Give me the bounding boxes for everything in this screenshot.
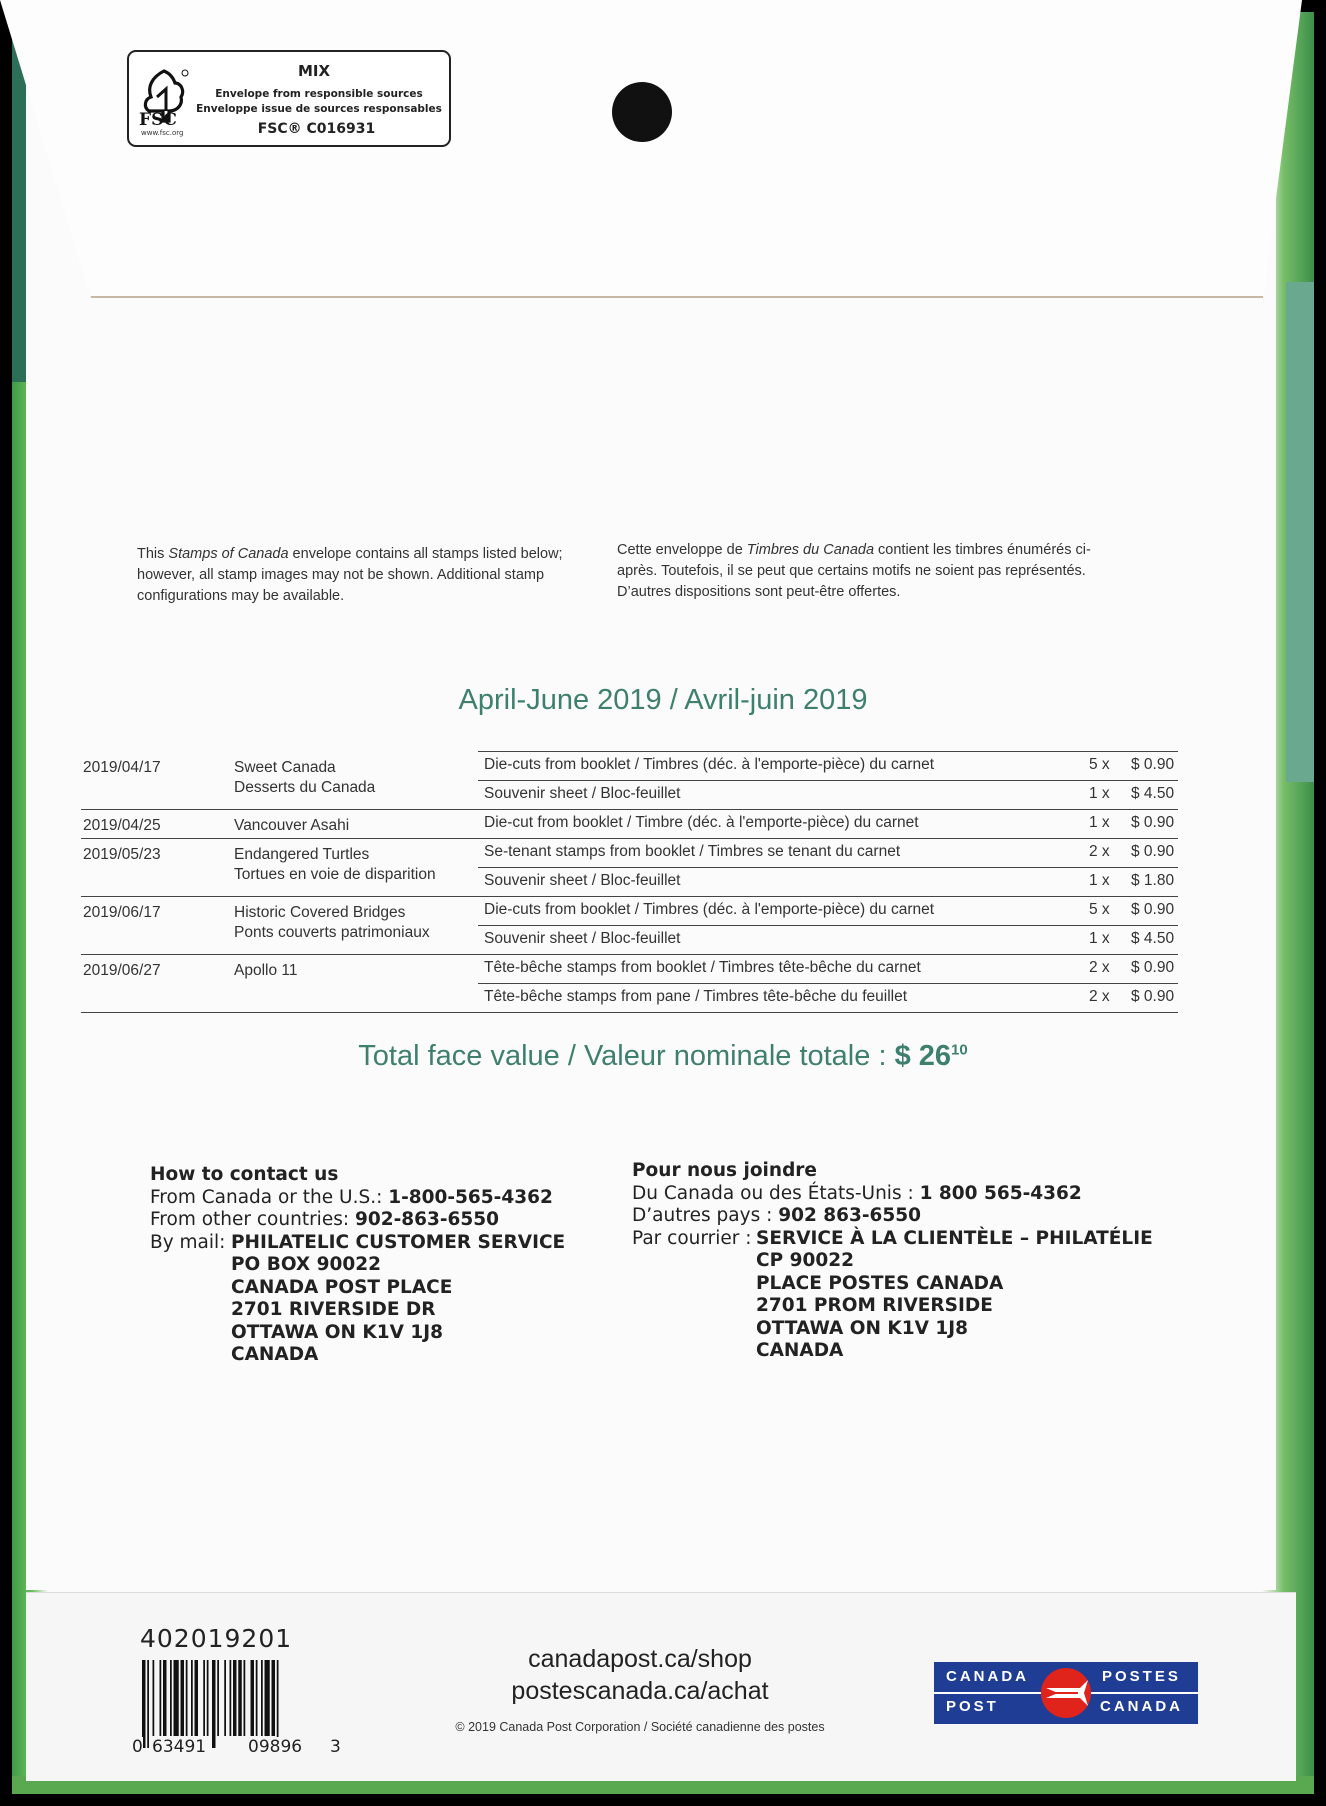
issue-rule (81, 896, 1178, 897)
item-description: Souvenir sheet / Bloc-feuillet (484, 872, 681, 889)
item-price: $ 0.90 (1131, 843, 1175, 860)
barcode-bar (174, 1660, 179, 1736)
table-top-rule (478, 751, 1178, 752)
address-line: 2701 RIVERSIDE DR (231, 1299, 436, 1320)
barcode-bar (181, 1660, 185, 1736)
contact-en-heading: How to contact us (150, 1164, 339, 1185)
fsc-label (127, 50, 451, 147)
address-line: 2701 PROM RIVERSIDE (756, 1295, 993, 1316)
issue-name-en: Vancouver Asahi (234, 817, 350, 834)
item-quantity: 1 x (1089, 785, 1110, 802)
barcode-bar (170, 1660, 172, 1736)
contact-fr-mail-label: Par courrier : (632, 1227, 752, 1249)
item-quantity: 1 x (1089, 814, 1110, 831)
contact-fr-line1-label: Du Canada ou des États-Unis : (632, 1182, 920, 1204)
item-price: $ 4.50 (1131, 785, 1175, 802)
punch-hole (612, 82, 672, 142)
contact-en-line1-label: From Canada or the U.S.: (150, 1186, 389, 1208)
barcode-bar (212, 1660, 216, 1748)
product-number: 402019201 (140, 1624, 293, 1653)
item-description: Souvenir sheet / Bloc-feuillet (484, 785, 681, 802)
intro-fr-text-rest: contient les timbres énumérés ci-après. Toutefois, il se peut que certains motifs ne soient pas représentés. D’autres dispositions sont peut-être offertes. (617, 542, 1091, 600)
item-quantity: 1 x (1089, 872, 1110, 889)
address-line: PHILATELIC CUSTOMER SERVICE (231, 1231, 566, 1253)
address-line: PO BOX 90022 (231, 1254, 381, 1275)
contact-fr-phone-intl: 902 863-6550 (778, 1205, 922, 1226)
item-rule (478, 983, 1178, 984)
contact-en-line1 (150, 1187, 630, 1210)
fsc-code: FSC® C016931 (257, 121, 376, 137)
barcode-digits-right: 09896 (248, 1737, 303, 1757)
contact-fr-heading: Pour nous joindre (632, 1160, 817, 1181)
envelope-flap (0, 0, 1302, 298)
contact-en-phone-intl: 902-863-6550 (354, 1209, 500, 1230)
contact-en-line2-label: From other countries: (150, 1209, 355, 1230)
shop-url-en[interactable]: canadapost.ca/shop (528, 1645, 752, 1673)
canada-post-bird-icon (1038, 1666, 1094, 1720)
copyright: © 2019 Canada Post Corporation / Société canadienne des postes (455, 1720, 825, 1734)
barcode-bar (261, 1660, 263, 1736)
issue-date: 2019/04/25 (83, 817, 161, 834)
barcode-bar (244, 1660, 246, 1736)
issue-rule (81, 954, 1178, 955)
fsc-mix: MIX (297, 62, 331, 80)
barcode-bar (256, 1660, 258, 1736)
address-line: OTTAWA ON K1V 1J8 (231, 1321, 444, 1343)
barcode-bar (186, 1660, 188, 1736)
address-line: SERVICE À LA CLIENTÈLE – PHILATÉLIE (756, 1227, 1153, 1249)
barcode-bar (207, 1660, 209, 1736)
contact-fr-line2 (632, 1205, 1192, 1228)
barcode-bar (265, 1660, 270, 1736)
intro-en-text: This (137, 546, 169, 562)
barcode-bar (203, 1660, 205, 1736)
total-cents: 10 (951, 1041, 968, 1059)
item-quantity: 1 x (1089, 930, 1110, 947)
address-line: CANADA POST PLACE (231, 1276, 453, 1298)
barcode-bar (153, 1660, 155, 1736)
item-description: Die-cuts from booklet / Timbres (déc. à l'emporte-pièce) du carnet (484, 756, 935, 773)
item-description: Se-tenant stamps from booklet / Timbres se tenant du carnet (484, 843, 901, 860)
item-price: $ 0.90 (1131, 959, 1175, 976)
shop-url-fr[interactable]: postescanada.ca/achat (511, 1677, 769, 1705)
barcode-digit-last: 3 (330, 1737, 341, 1757)
address-line: CANADA (756, 1340, 844, 1361)
item-quantity: 2 x (1089, 843, 1110, 860)
barcode-bar (233, 1660, 237, 1736)
contact-en-mail (150, 1232, 630, 1367)
issue-date: 2019/06/17 (83, 904, 161, 921)
barcode-bar (191, 1660, 193, 1736)
intro-en-text-rest: envelope contains all stamps listed below; however, all stamp images may not be shown. Additional stamp configurations may be available. (137, 546, 563, 604)
fsc-line-fr: Enveloppe issue de sources responsables (196, 103, 442, 115)
address-line: OTTAWA ON K1V 1J8 (756, 1317, 969, 1339)
item-description: Die-cuts from booklet / Timbres (déc. à l'emporte-pièce) du carnet (484, 901, 935, 918)
contact-fr-line1 (632, 1183, 1192, 1206)
barcode-digits-left: 63491 (152, 1737, 207, 1757)
item-price: $ 0.90 (1131, 756, 1175, 773)
fsc-line-en: Envelope from responsible sources (215, 88, 423, 100)
item-quantity: 2 x (1089, 988, 1110, 1005)
issue-name-en: Endangered Turtles (234, 846, 370, 863)
item-quantity: 5 x (1089, 901, 1110, 918)
item-price: $ 0.90 (1131, 814, 1175, 831)
contact-en-phone-na: 1-800-565-4362 (388, 1186, 553, 1208)
total-face-value (0, 1040, 1326, 1073)
issue-rule (81, 838, 1178, 839)
barcode-bar (163, 1660, 167, 1736)
fsc-url: www.fsc.org (141, 129, 184, 137)
address-line: CANADA (231, 1344, 319, 1365)
barcode-bar (224, 1660, 226, 1736)
barcode-bar (142, 1660, 146, 1748)
intro-en-italic: Stamps of Canada (168, 546, 289, 562)
item-quantity: 5 x (1089, 756, 1110, 773)
barcode-bar (147, 1660, 149, 1748)
barcode-bar (238, 1660, 242, 1736)
logo-text-canada-top: CANADA (946, 1668, 1029, 1685)
barcode-bar (272, 1660, 276, 1736)
contact-french (632, 1160, 1192, 1363)
logo-text-canada-bottom: CANADA (1100, 1698, 1183, 1715)
logo-text-postes: POSTES (1102, 1668, 1181, 1685)
issue-date: 2019/06/27 (83, 962, 161, 979)
item-description: Tête-bêche stamps from booklet / Timbres tête-bêche du carnet (484, 959, 921, 976)
item-rule (478, 867, 1178, 868)
barcode-digit-first: 0 (132, 1737, 143, 1757)
total-label: Total face value / Valeur nominale totale : (358, 1040, 895, 1072)
intro-french (617, 540, 1117, 603)
issue-name-fr: Tortues en voie de disparition (234, 866, 436, 883)
contact-fr-phone-na: 1 800 565-4362 (919, 1182, 1082, 1204)
issue-name-en: Sweet Canada (234, 759, 336, 776)
contact-en-line2 (150, 1209, 630, 1232)
total-amount: $ 26 (894, 1040, 952, 1072)
item-price: $ 0.90 (1131, 901, 1175, 918)
intro-english (137, 544, 577, 607)
canada-post-logo (934, 1662, 1198, 1724)
item-description: Die-cut from booklet / Timbre (déc. à l'emporte-pièce) du carnet (484, 814, 919, 831)
season-title: April-June 2019 / Avril-juin 2019 (458, 684, 868, 716)
issue-rule (81, 809, 1178, 810)
issue-rule (81, 1012, 1178, 1013)
issue-date: 2019/05/23 (83, 846, 161, 863)
barcode-bar (230, 1660, 232, 1736)
contact-fr-mail (632, 1228, 1192, 1363)
item-price: $ 4.50 (1131, 930, 1175, 947)
issue-name-fr: Desserts du Canada (234, 779, 376, 796)
issue-name-fr: Ponts couverts patrimoniaux (234, 924, 430, 941)
barcode-bar (195, 1660, 199, 1736)
item-quantity: 2 x (1089, 959, 1110, 976)
address-line: PLACE POSTES CANADA (756, 1272, 1004, 1294)
contact-en-mail-label: By mail: (150, 1231, 226, 1253)
barcode-bar (251, 1660, 255, 1736)
item-price: $ 1.80 (1131, 872, 1175, 889)
contact-fr-line2-label: D’autres pays : (632, 1205, 779, 1226)
barcode-bar (217, 1660, 219, 1736)
barcode-bar (277, 1660, 279, 1748)
address-line: CP 90022 (756, 1250, 854, 1271)
logo-text-post: POST (946, 1698, 999, 1715)
barcode-bar (160, 1660, 162, 1736)
issue-name-en: Historic Covered Bridges (234, 904, 406, 921)
item-rule (478, 925, 1178, 926)
intro-fr-text: Cette enveloppe de (617, 542, 747, 558)
item-rule (478, 780, 1178, 781)
item-description: Souvenir sheet / Bloc-feuillet (484, 930, 681, 947)
issue-date: 2019/04/17 (83, 759, 161, 776)
item-price: $ 0.90 (1131, 988, 1175, 1005)
fsc-logo-text: FSC (139, 110, 177, 130)
intro-fr-italic: Timbres du Canada (746, 542, 875, 558)
issue-name-en: Apollo 11 (234, 962, 298, 979)
barcode (142, 1660, 332, 1748)
item-description: Tête-bêche stamps from pane / Timbres tête-bêche du feuillet (484, 988, 908, 1005)
contact-english (150, 1164, 630, 1367)
